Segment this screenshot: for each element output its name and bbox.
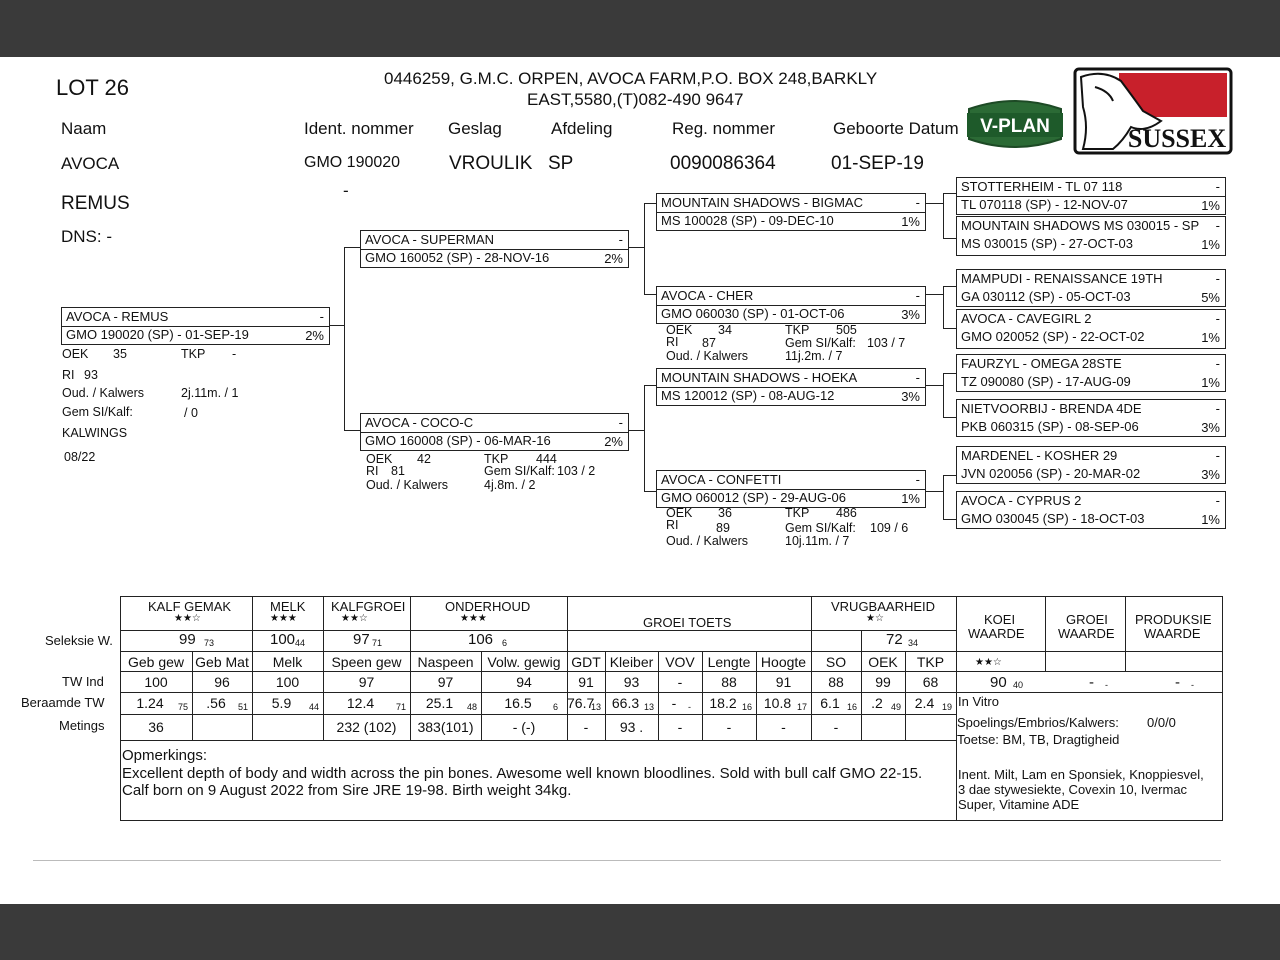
- opmerkings-label: Opmerkings:: [122, 747, 208, 764]
- pedigree-ggp-3[interactable]: MAMPUDI - RENAISSANCE 19TH - GA 030112 (SP) - 05-OCT-03 5%: [956, 269, 1226, 307]
- pedigree-gp-2[interactable]: AVOCA - CHER - GMO 060030 (SP) - 01-OCT-06 3%: [656, 286, 926, 324]
- tw-ind-cell: -: [677, 674, 683, 690]
- beraamde-sub: 75: [178, 702, 189, 712]
- pedigree-gp-3[interactable]: MOUNTAIN SHADOWS - HOEKA - MS 120012 (SP) - 08-AUG-12 3%: [656, 368, 926, 406]
- self-name: AVOCA - REMUS: [66, 309, 169, 324]
- label-naam: Naam: [61, 119, 107, 138]
- pedigree-ggp-7[interactable]: MARDENEL - KOSHER 29 - JVN 020056 (SP) - 20-MAR-02 3%: [956, 446, 1226, 484]
- dns: DNS: -: [61, 227, 112, 246]
- tw-ind-cell: 91: [578, 674, 594, 690]
- tw-ind-cell: 88: [828, 674, 844, 690]
- beraamde-cell: 1.24: [136, 695, 164, 711]
- beraamde-cell: -: [671, 695, 677, 711]
- metings-cell: -: [583, 719, 589, 735]
- metings-cell: 36: [148, 719, 164, 735]
- beraamde-cell: .56: [206, 695, 226, 711]
- tw-ind-cell: 97: [358, 674, 375, 690]
- footer-divider: [33, 860, 1221, 861]
- lot-page: LOT 26 0446259, G.M.C. ORPEN, AVOCA FARM,P.O. BOX 248,BARKLY EAST,5580,(T)082-490 9647 V-PLAN SUSSEX Naam Ident. nommer Geslag Afdeling Reg. nommer Geboorte Datum AVOCA GMO 190020 VROULIK SP 0090086364 01-SEP-19 REMUS - DNS: - AVOCA - REMUS - GMO 190020 (SP) - 01-SEP-19 2% OEK 35 TKP - RI 93 Oud. / Kalwers 2j.11m. / 1 Gem SI/Kalf: / 0 KALWINGS 08/22 AVOCA - SUPERMAN - GMO 160052 (SP) - 28-NOV-16 2% AVOCA - COCO-C - GMO 160008 (SP) - 06-MAR-16 2% OEK 42 TKP 444 RI 81 Gem SI/Kalf: 103 / 2 Oud. / Kalwers 4j.8m. / 2 MOUNTAIN SHADOWS - BIGMAC - MS 100028 (SP) - 09-DEC-10 1% AVOCA - CHER - GMO 060030 (SP) - 01-OCT-06 3% OEK 34 TKP 505 RI 87 Gem SI/Kalf: 103 / 7 Oud. / Kalwers 11j.2m. / 7 MOUNTAIN SHADOWS - HOEKA - MS 120012 (SP) - 08-AUG-12 3% AVOCA - CONFETTI - GMO 060012 (SP) - 29-AUG-06 1% OEK 36 TKP 486 RI 89 Gem SI/Kalf: 109 / 6 Oud. / Kalwers 10j.11m. / 7 STOTTERHEIM - TL 07 118 - TL 070118 (SP) - 12-NOV-07 1% MOUNTAIN SHADOWS MS 030015 - SP - MS 030015 (SP) - 27-OCT-03 1% MAMPUDI - RENAISSANCE 19TH - GA 030112 (SP) - 05-OCT-03 5% AVOCA - CAVEGIRL 2 - GMO 020052 (SP) - 22-OCT-02 1% FAURZYL - OMEGA 28STE - TZ 090080 (SP) - 17-AUG-09 1% NIETVOORBIJ - BRENDA 4DE - PKB 060315 (SP) - 08-SEP-06 3% MARDENEL - KOSHER 29 - JVN 020056 (SP) - 20-MAR-02 3% AVOCA - CYPRUS 2 - GMO 030045 (SP) - 18-OCT-03 1% KALF GEMAK ★★☆ MELK ★★★ KALFGROEI ★★☆ ONDERHOUD ★★★ GROEI TOETS VRUGBAARHEID ★☆ KOEI WAARDE GROEI WAARDE PRODUKSIE WAARDE Seleksie W. TW Ind Beraamde TW Metings 99 73 100 44 97 71 106 6 72 34 ★★☆ 90 40 - - - - In Vitro Spoelings/Embrios/Kalwers: 0/0/0 Toetse: BM, TB, Dragtigheid Opmerkings: Excellent depth of body and width across the pin bones. Awesome well known bloodlines. Sold with bull calf GMO 22-15. Calf born on 9 August 2022 from Sire JRE 19-98. Birth weight 34kg. Inent. Milt, Lam en Sponsiek, Knoppiesvel, 3 dae stywesiekte, Covexin 10, Ivermac Super, Vitamine ADE Geb gew 100 1.24 75 36 Geb Mat 96 .56 51 Melk 100 5.9 44 Speen gew 97 12.4 71 232 (102) Naspeen 97 25.1 48 383(101) Volw. gewig 94 16.5 6 - (-) GDT 91 76.7 13 - Kleiber 93 66.3 13 93 . VOV - - - - Lengte 88 18.2 16 - Hoogte 91 10.8 17 - SO 88 6.1 16 - OEK 99 .2 49 TKP 68 2.4 19: [0, 57, 1280, 904]
- beraamde-sub: 16: [742, 702, 753, 712]
- self-id: GMO 190020 (SP) - 01-SEP-19: [66, 327, 249, 342]
- column-header: Volw. gewig: [487, 654, 561, 670]
- pedigree-ggp-2[interactable]: MOUNTAIN SHADOWS MS 030015 - SP - MS 030015 (SP) - 27-OCT-03 1%: [956, 216, 1226, 256]
- beraamde-cell: 12.4: [346, 695, 375, 711]
- metings-cell: -: [781, 719, 786, 735]
- label-geslag: Geslag: [448, 119, 502, 138]
- beraamde-cell: 10.8: [763, 695, 792, 711]
- beraamde-sub: 19: [942, 702, 953, 712]
- tw-ind-cell: 100: [275, 674, 300, 690]
- metings-cell: - (-): [512, 719, 536, 735]
- tw-ind-cell: 91: [775, 674, 792, 690]
- label-afdeling: Afdeling: [551, 119, 613, 138]
- tw-ind-cell: 96: [214, 674, 230, 690]
- opmerkings-line-2: Calf born on 9 August 2022 from Sire JRE 19-98. Birth weight 34kg.: [122, 782, 572, 799]
- tw-ind-cell: 97: [437, 674, 454, 690]
- pedigree-sire[interactable]: AVOCA - SUPERMAN - GMO 160052 (SP) - 28-NOV-16 2%: [360, 230, 629, 268]
- column-header: Melk: [272, 654, 303, 670]
- column-header: OEK: [868, 654, 898, 670]
- value-geboorte: 01-SEP-19: [831, 153, 924, 174]
- value-reg: 0090086364: [670, 153, 776, 174]
- pedigree-gp-1[interactable]: MOUNTAIN SHADOWS - BIGMAC - MS 100028 (SP) - 09-DEC-10 1%: [656, 193, 926, 231]
- beraamde-cell: 25.1: [425, 695, 454, 711]
- metings-cell: 93 .: [619, 719, 644, 735]
- metings-cell: -: [833, 719, 839, 735]
- beraamde-cell: 18.2: [709, 695, 737, 711]
- value-ident: GMO 190020: [304, 154, 401, 171]
- column-header: Geb Mat: [195, 654, 249, 670]
- bottom-bar: [0, 904, 1280, 960]
- column-header: Naspeen: [417, 654, 474, 670]
- animal-name-2: REMUS: [61, 193, 130, 214]
- label-ident: Ident. nommer: [304, 119, 414, 138]
- metings-cell: 383(101): [417, 719, 474, 735]
- svg-text:SUSSEX: SUSSEX: [1127, 124, 1227, 153]
- column-header: Kleiber: [609, 654, 654, 670]
- metings-cell: -: [677, 719, 683, 735]
- pedigree-gp-4[interactable]: AVOCA - CONFETTI - GMO 060012 (SP) - 29-AUG-06 1%: [656, 470, 926, 508]
- column-header: Geb gew: [127, 654, 185, 670]
- pedigree-ggp-1[interactable]: STOTTERHEIM - TL 07 118 - TL 070118 (SP) - 12-NOV-07 1%: [956, 177, 1226, 215]
- lot-number: LOT 26: [56, 75, 129, 100]
- column-header: Hoogte: [760, 654, 807, 670]
- pedigree-ggp-5[interactable]: FAURZYL - OMEGA 28STE - TZ 090080 (SP) - 17-AUG-09 1%: [956, 354, 1226, 392]
- beraamde-cell: 6.1: [820, 695, 840, 711]
- column-header: TKP: [916, 654, 945, 670]
- beraamde-sub: -: [688, 702, 691, 712]
- pedigree-ggp-8[interactable]: AVOCA - CYPRUS 2 - GMO 030045 (SP) - 18-OCT-03 1%: [956, 491, 1226, 529]
- beraamde-sub: 49: [891, 702, 902, 712]
- column-header: Speen gew: [331, 654, 402, 670]
- column-header: SO: [825, 654, 847, 670]
- tw-ind-cell: 68: [922, 674, 939, 690]
- owner-line-2: EAST,5580,(T)082-490 9647: [527, 90, 744, 109]
- opmerkings-line-1: Excellent depth of body and width across the pin bones. Awesome well known bloodlines. Sold with bull calf GMO 22-15.: [122, 765, 923, 782]
- beraamde-sub: 13: [591, 702, 602, 712]
- metings-cell: 232 (102): [336, 719, 397, 735]
- ident-dash: -: [343, 181, 349, 200]
- column-header: Lengte: [707, 654, 751, 670]
- beraamde-sub: 48: [467, 702, 478, 712]
- beraamde-cell: 66.3: [611, 695, 640, 711]
- beraamde-cell: 2.4: [914, 695, 935, 711]
- tw-ind-cell: 100: [144, 674, 168, 690]
- label-geboorte: Geboorte Datum: [833, 119, 959, 138]
- beraamde-sub: 13: [644, 702, 655, 712]
- owner-line-1: 0446259, G.M.C. ORPEN, AVOCA FARM,P.O. BOX 248,BARKLY: [384, 69, 878, 88]
- beraamde-sub: 51: [238, 702, 249, 712]
- beraamde-sub: 71: [396, 702, 407, 712]
- beraamde-sub: 16: [847, 702, 858, 712]
- pedigree-self[interactable]: AVOCA - REMUS - GMO 190020 (SP) - 01-SEP-19 2%: [61, 307, 330, 345]
- pedigree-ggp-6[interactable]: NIETVOORBIJ - BRENDA 4DE - PKB 060315 (SP) - 08-SEP-06 3%: [956, 399, 1226, 437]
- value-geslag: VROULIK: [449, 153, 533, 174]
- beraamde-cell: 76.7: [567, 695, 595, 711]
- beraamde-sub: 44: [309, 702, 320, 712]
- top-bar: [0, 0, 1280, 57]
- beraamde-cell: .2: [871, 695, 883, 711]
- value-naam: AVOCA: [61, 154, 120, 173]
- beraamde-sub: 17: [797, 702, 808, 712]
- tw-ind-cell: 88: [721, 674, 737, 690]
- value-afdeling: SP: [548, 153, 574, 174]
- svg-text:V-PLAN: V-PLAN: [980, 116, 1050, 137]
- beraamde-sub: 6: [553, 702, 559, 712]
- label-reg: Reg. nommer: [672, 119, 775, 138]
- tw-ind-cell: 94: [516, 674, 532, 690]
- pedigree-dam[interactable]: AVOCA - COCO-C - GMO 160008 (SP) - 06-MAR-16 2%: [360, 413, 629, 451]
- beraamde-cell: 16.5: [504, 695, 532, 711]
- tw-ind-cell: 99: [875, 674, 891, 690]
- pedigree-ggp-4[interactable]: AVOCA - CAVEGIRL 2 - GMO 020052 (SP) - 22-OCT-02 1%: [956, 309, 1226, 349]
- column-header: VOV: [665, 654, 695, 670]
- self-pct: 2%: [305, 328, 324, 343]
- tw-ind-cell: 93: [623, 674, 640, 690]
- beraamde-cell: 5.9: [271, 695, 292, 711]
- column-header: GDT: [571, 654, 601, 670]
- metings-cell: -: [726, 719, 732, 735]
